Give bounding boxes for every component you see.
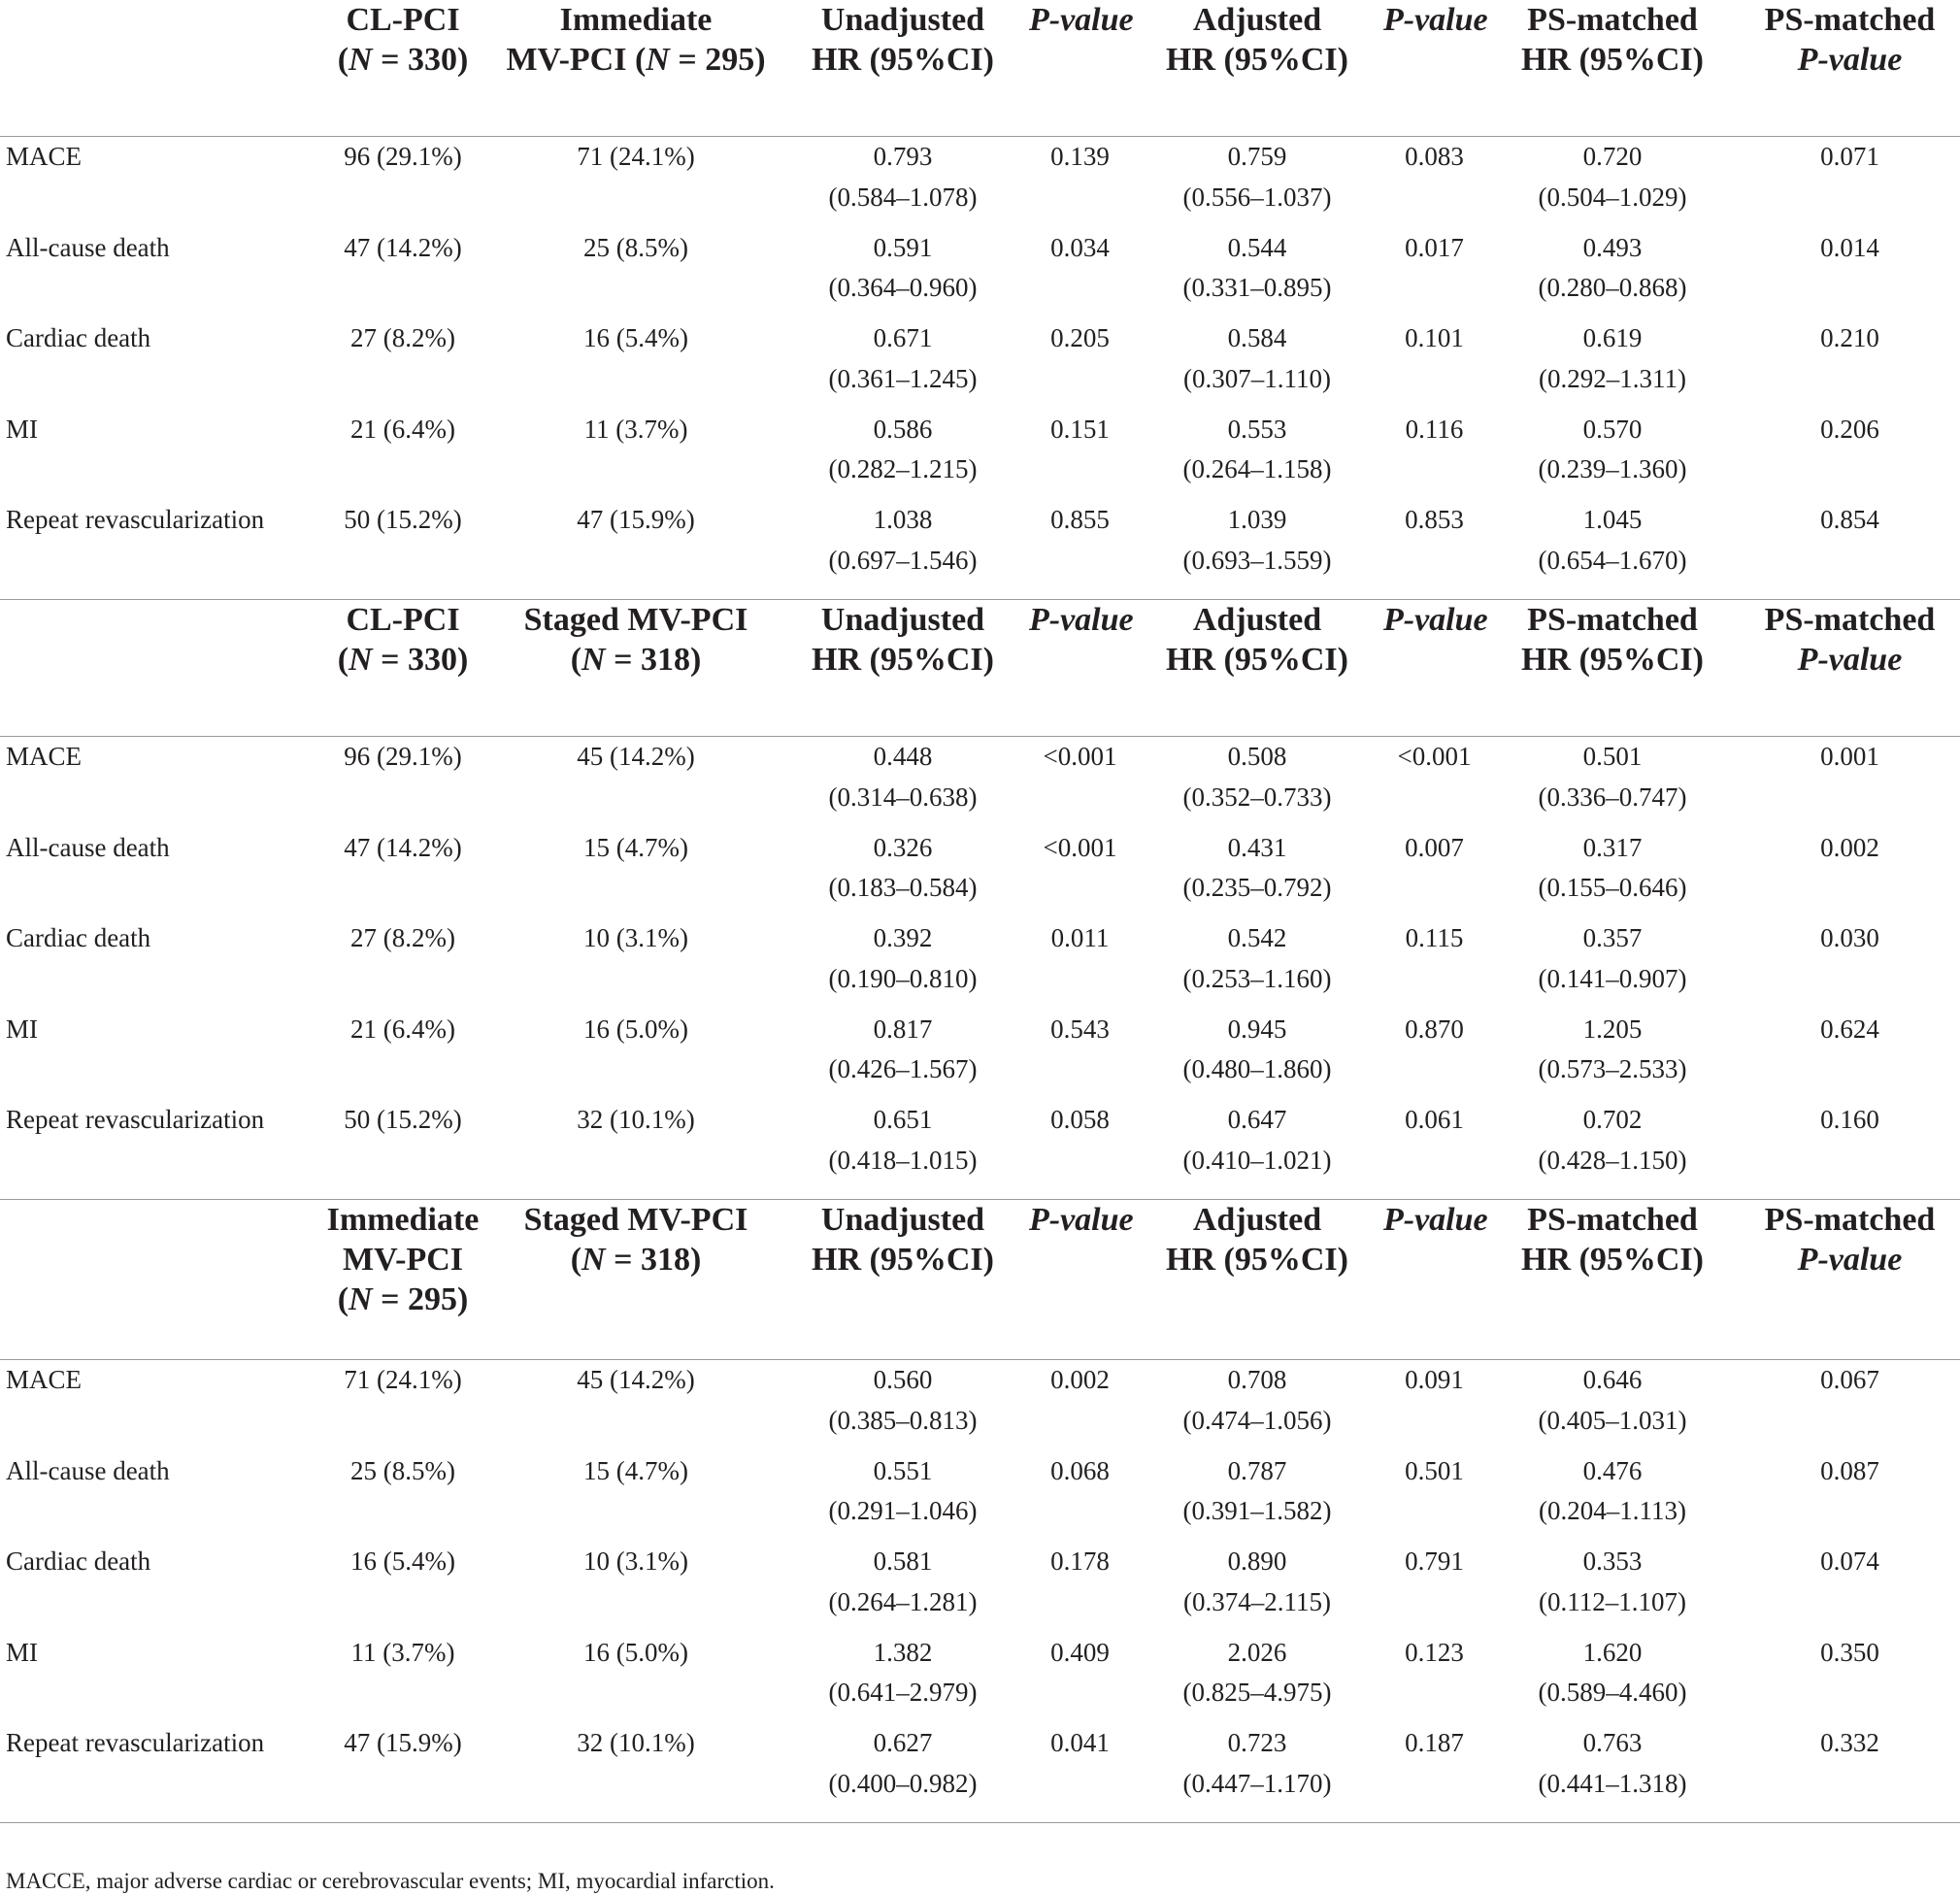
unadjusted-p: 0.178: [1050, 1546, 1110, 1576]
ps-matched-hr-line: (0.405–1.031): [1538, 1405, 1687, 1435]
unadjusted-hr-line: 0.671: [873, 323, 933, 352]
ps-matched-p: 0.030: [1820, 923, 1879, 952]
adjusted-hr-line: 0.553: [1227, 414, 1287, 444]
adjusted-p: 0.017: [1405, 232, 1464, 262]
adjusted-hr-line: (0.825–4.975): [1182, 1678, 1332, 1707]
header-ps-matched-p: PS-matched P-value: [1740, 600, 1960, 737]
group1-events: 96 (29.1%): [344, 742, 462, 771]
unadjusted-hr-line: (0.418–1.015): [828, 1145, 978, 1175]
adjusted-hr-line: 0.759: [1227, 142, 1287, 171]
group1-events: 21 (6.4%): [350, 1014, 455, 1044]
group1-events: 71 (24.1%): [344, 1365, 462, 1394]
ps-matched-p: 0.014: [1820, 232, 1879, 262]
ps-matched-hr-line: (0.336–0.747): [1538, 781, 1687, 812]
adjusted-hr-line: (0.307–1.110): [1183, 363, 1331, 393]
group1-events: 47 (14.2%): [344, 232, 462, 262]
table-row: [0, 1633, 1960, 1724]
unadjusted-hr: [777, 828, 1029, 919]
ps-matched-hr: [1485, 410, 1740, 501]
adjusted-hr: [1131, 1451, 1383, 1543]
adjusted-p: 0.061: [1383, 1100, 1485, 1200]
table-row: [0, 1010, 1960, 1101]
adjusted-hr: [1131, 1010, 1383, 1101]
adjusted-hr-line: 0.723: [1227, 1728, 1287, 1757]
adjusted-hr-line: (0.391–1.582): [1182, 1496, 1332, 1525]
unadjusted-hr-line: 0.591: [873, 232, 933, 262]
adjusted-hr-line: (0.480–1.860): [1182, 1054, 1332, 1083]
table-row: [0, 1451, 1960, 1543]
group1-events: 21 (6.4%): [350, 414, 455, 444]
adjusted-p: 0.083: [1405, 142, 1464, 171]
header-unadjusted-hr: Unadjusted HR (95%CI): [777, 600, 1029, 737]
adjusted-p: 0.870: [1405, 1014, 1464, 1044]
table-row: [0, 1542, 1960, 1633]
unadjusted-p: 0.034: [1050, 232, 1110, 262]
unadjusted-p: <0.001: [1043, 832, 1117, 862]
adjusted-hr: [1131, 1723, 1383, 1823]
adjusted-hr: [1131, 828, 1383, 919]
adjusted-p: 0.115: [1405, 923, 1464, 952]
ps-matched-hr: [1485, 228, 1740, 319]
table-row: [0, 137, 1960, 228]
unadjusted-hr-line: (0.183–0.584): [828, 873, 978, 902]
unadjusted-hr: [777, 318, 1029, 410]
adjusted-p: 0.187: [1383, 1723, 1485, 1823]
group2-events: 16 (5.0%): [583, 1637, 688, 1667]
table-row: [0, 410, 1960, 501]
ps-matched-hr-line: (0.141–0.907): [1538, 963, 1687, 993]
table-row: [0, 1100, 1960, 1200]
adjusted-hr-line: (0.556–1.037): [1182, 182, 1332, 212]
ps-matched-hr: [1485, 500, 1740, 600]
unadjusted-hr: [777, 737, 1029, 828]
group1-events: 50 (15.2%): [311, 1100, 495, 1200]
table-row: [0, 737, 1960, 828]
adjusted-p: 0.007: [1405, 832, 1464, 862]
adjusted-hr-line: (0.693–1.559): [1182, 545, 1332, 575]
row-label: MACE: [6, 742, 83, 771]
header-p-value: P-value: [1383, 600, 1485, 737]
group2-events: 15 (4.7%): [583, 1455, 688, 1485]
unadjusted-hr-line: (0.190–0.810): [828, 963, 978, 993]
adjusted-p: 0.091: [1405, 1365, 1464, 1394]
adjusted-hr-line: (0.474–1.056): [1182, 1405, 1332, 1435]
row-label: All-cause death: [6, 232, 170, 262]
adjusted-hr-line: 0.708: [1227, 1365, 1287, 1394]
header-ps-matched-p: PS-matched P-value: [1740, 1200, 1960, 1360]
group1-events: 11 (3.7%): [350, 1637, 455, 1667]
ps-matched-hr-line: 0.570: [1582, 414, 1643, 444]
adjusted-p: 0.791: [1405, 1546, 1464, 1576]
unadjusted-hr-line: 0.448: [873, 742, 933, 771]
unadjusted-hr-line: 0.392: [873, 923, 933, 952]
group2-events: 10 (3.1%): [583, 1546, 688, 1576]
adjusted-p: 0.101: [1405, 323, 1464, 352]
adjusted-hr-line: 0.542: [1227, 923, 1287, 952]
unadjusted-hr-line: 0.627: [873, 1728, 933, 1757]
row-label: Cardiac death: [6, 323, 151, 352]
ps-matched-hr: [1485, 1633, 1740, 1724]
ps-matched-hr: [1485, 1010, 1740, 1101]
ps-matched-p: 0.002: [1820, 832, 1879, 862]
adjusted-hr-line: 0.584: [1227, 323, 1287, 352]
unadjusted-hr: [777, 1542, 1029, 1633]
group2-events: 47 (15.9%): [495, 500, 777, 600]
adjusted-hr-line: (0.410–1.021): [1182, 1145, 1332, 1175]
adjusted-hr: [1131, 1360, 1383, 1451]
adjusted-hr-line: 0.787: [1227, 1455, 1287, 1485]
unadjusted-hr-line: 0.581: [873, 1546, 933, 1576]
row-label: Cardiac death: [6, 923, 151, 952]
ps-matched-hr-line: 0.763: [1582, 1728, 1643, 1757]
adjusted-hr-line: (0.447–1.170): [1182, 1768, 1332, 1798]
unadjusted-hr-line: (0.400–0.982): [828, 1768, 978, 1798]
row-label: All-cause death: [6, 1455, 170, 1485]
ps-matched-hr-line: (0.112–1.107): [1539, 1586, 1686, 1616]
header-blank-cell: [0, 600, 311, 737]
table-row: [0, 1360, 1960, 1451]
unadjusted-hr-line: (0.385–0.813): [828, 1405, 978, 1435]
ps-matched-hr-line: 0.501: [1582, 742, 1643, 771]
unadjusted-hr: [777, 228, 1029, 319]
header-ps-matched-p: PS-matched P-value: [1740, 0, 1960, 137]
ps-matched-p: 0.071: [1820, 142, 1879, 171]
group2-events: 45 (14.2%): [577, 1365, 695, 1394]
unadjusted-p: 0.139: [1050, 142, 1110, 171]
group2-events: 45 (14.2%): [577, 742, 695, 771]
adjusted-hr-line: 2.026: [1227, 1637, 1287, 1667]
header-ps-matched-hr: PS-matched HR (95%CI): [1485, 600, 1740, 737]
adjusted-hr-line: (0.374–2.115): [1183, 1586, 1331, 1616]
unadjusted-hr-line: 0.551: [873, 1455, 933, 1485]
unadjusted-hr-line: 0.793: [873, 142, 933, 171]
ps-matched-hr-line: (0.280–0.868): [1538, 273, 1687, 302]
unadjusted-hr: [777, 1723, 1029, 1823]
unadjusted-hr-line: 0.560: [873, 1365, 933, 1394]
ps-matched-p: 0.854: [1740, 500, 1960, 600]
header-group1: Immediate MV-PCI (N = 295): [311, 1200, 495, 1360]
header-p-value: P-value: [1383, 1200, 1485, 1360]
section-header-row: [0, 1200, 1960, 1360]
adjusted-hr-line: 0.647: [1227, 1105, 1287, 1134]
row-label: Repeat revascularization: [0, 1723, 311, 1823]
adjusted-hr-line: 0.431: [1227, 832, 1287, 862]
unadjusted-hr: [777, 1100, 1029, 1200]
adjusted-hr: [1131, 918, 1383, 1010]
section-header-row: [0, 0, 1960, 137]
ps-matched-p: 0.206: [1820, 414, 1879, 444]
header-p-value: P-value: [1029, 0, 1131, 137]
unadjusted-hr-line: (0.697–1.546): [828, 545, 978, 575]
adjusted-hr-line: 0.508: [1227, 742, 1287, 771]
group2-events: 16 (5.0%): [583, 1014, 688, 1044]
ps-matched-hr-line: 0.493: [1582, 232, 1643, 262]
adjusted-hr-line: 0.890: [1227, 1546, 1287, 1576]
header-unadjusted-hr: Unadjusted HR (95%CI): [777, 1200, 1029, 1360]
header-group1: CL-PCI (N = 330): [311, 600, 495, 737]
ps-matched-hr-line: (0.292–1.311): [1539, 363, 1686, 393]
group2-events: 11 (3.7%): [583, 414, 688, 444]
ps-matched-hr-line: 0.702: [1582, 1105, 1643, 1134]
ps-matched-hr: [1485, 828, 1740, 919]
ps-matched-p: 0.350: [1820, 1637, 1879, 1667]
ps-matched-hr: [1485, 137, 1740, 228]
group1-events: 27 (8.2%): [350, 323, 455, 352]
row-label: MI: [6, 1014, 38, 1044]
unadjusted-hr-line: (0.364–0.960): [828, 273, 978, 302]
group2-events: 25 (8.5%): [583, 232, 688, 262]
adjusted-p: 0.123: [1405, 1637, 1464, 1667]
group2-events: 16 (5.4%): [583, 323, 688, 352]
group2-events: 32 (10.1%): [495, 1723, 777, 1823]
header-ps-matched-hr: PS-matched HR (95%CI): [1485, 1200, 1740, 1360]
ps-matched-hr-line: (0.239–1.360): [1538, 454, 1687, 483]
unadjusted-hr: [777, 1010, 1029, 1101]
group2-events: 10 (3.1%): [583, 923, 688, 952]
ps-matched-p: 0.160: [1740, 1100, 1960, 1200]
ps-matched-hr: [1485, 1100, 1740, 1200]
ps-matched-p: 0.332: [1740, 1723, 1960, 1823]
ps-matched-hr-line: (0.204–1.113): [1539, 1496, 1686, 1525]
ps-matched-hr-line: (0.654–1.670): [1538, 545, 1687, 575]
header-unadjusted-hr: Unadjusted HR (95%CI): [777, 0, 1029, 137]
unadjusted-p: <0.001: [1043, 742, 1117, 771]
ps-matched-hr: [1485, 1723, 1740, 1823]
adjusted-hr: [1131, 737, 1383, 828]
unadjusted-hr-line: (0.264–1.281): [828, 1586, 978, 1616]
unadjusted-hr: [777, 1633, 1029, 1724]
unadjusted-hr-line: 0.651: [873, 1105, 933, 1134]
ps-matched-hr-line: 1.620: [1582, 1637, 1643, 1667]
group1-events: 27 (8.2%): [350, 923, 455, 952]
adjusted-p: 0.116: [1405, 414, 1464, 444]
table-footnote: MACCE, major adverse cardiac or cerebrovascular events; MI, myocardial infarction.: [6, 1869, 775, 1893]
unadjusted-hr: [777, 410, 1029, 501]
ps-matched-hr-line: (0.155–0.646): [1538, 873, 1687, 902]
ps-matched-p: 0.624: [1820, 1014, 1879, 1044]
ps-matched-p: 0.067: [1820, 1365, 1879, 1394]
header-group1: CL-PCI (N = 330): [311, 0, 495, 137]
adjusted-hr: [1131, 228, 1383, 319]
adjusted-hr: [1131, 410, 1383, 501]
group1-events: 47 (14.2%): [344, 832, 462, 862]
header-p-value: P-value: [1029, 1200, 1131, 1360]
row-label: MACE: [6, 142, 83, 171]
adjusted-hr: [1131, 500, 1383, 600]
adjusted-hr: [1131, 137, 1383, 228]
unadjusted-hr-line: 1.382: [873, 1637, 933, 1667]
row-label: Repeat revascularization: [0, 1100, 311, 1200]
header-group2: Staged MV-PCI (N = 318): [495, 1200, 777, 1360]
header-adjusted-hr: Adjusted HR (95%CI): [1131, 1200, 1383, 1360]
adjusted-hr: [1131, 318, 1383, 410]
row-label: MI: [6, 1637, 38, 1667]
adjusted-hr: [1131, 1100, 1383, 1200]
table-row: [0, 500, 1960, 600]
unadjusted-hr-line: (0.282–1.215): [828, 454, 978, 483]
header-blank-cell: [0, 1200, 311, 1360]
ps-matched-hr-line: 0.317: [1582, 832, 1643, 862]
ps-matched-hr-line: 1.205: [1582, 1014, 1643, 1044]
ps-matched-hr-line: (0.504–1.029): [1538, 182, 1687, 212]
unadjusted-p: 0.068: [1050, 1455, 1110, 1485]
ps-matched-p: 0.001: [1820, 742, 1879, 771]
unadjusted-hr-line: (0.584–1.078): [828, 182, 978, 212]
unadjusted-hr-line: 0.326: [873, 832, 933, 862]
adjusted-hr-line: 1.039: [1227, 505, 1287, 534]
group1-events: 50 (15.2%): [311, 500, 495, 600]
unadjusted-hr-line: 0.817: [873, 1014, 933, 1044]
adjusted-p: <0.001: [1397, 742, 1472, 771]
unadjusted-hr: [777, 1451, 1029, 1543]
unadjusted-hr: [777, 918, 1029, 1010]
unadjusted-hr-line: 0.586: [873, 414, 933, 444]
row-label: All-cause death: [6, 832, 170, 862]
ps-matched-hr: [1485, 737, 1740, 828]
unadjusted-p: 0.041: [1029, 1723, 1131, 1823]
section-header-row: [0, 600, 1960, 737]
unadjusted-p: 0.058: [1029, 1100, 1131, 1200]
row-label: MI: [6, 414, 38, 444]
ps-matched-hr-line: (0.441–1.318): [1538, 1768, 1687, 1798]
adjusted-hr: [1131, 1633, 1383, 1724]
header-group2: Staged MV-PCI (N = 318): [495, 600, 777, 737]
ps-matched-hr-line: 0.353: [1582, 1546, 1643, 1576]
ps-matched-hr-line: (0.428–1.150): [1538, 1145, 1687, 1175]
adjusted-p: 0.501: [1405, 1455, 1464, 1485]
adjusted-hr-line: (0.253–1.160): [1182, 963, 1332, 993]
group1-events: 47 (15.9%): [311, 1723, 495, 1823]
unadjusted-hr-line: 1.038: [873, 505, 933, 534]
ps-matched-hr-line: 0.357: [1582, 923, 1643, 952]
unadjusted-hr-line: (0.314–0.638): [828, 781, 978, 812]
header-adjusted-hr: Adjusted HR (95%CI): [1131, 600, 1383, 737]
unadjusted-p: 0.543: [1050, 1014, 1110, 1044]
ps-matched-p: 0.087: [1820, 1455, 1879, 1485]
table-row: [0, 918, 1960, 1010]
unadjusted-hr-line: (0.291–1.046): [828, 1496, 978, 1525]
table-row: [0, 1723, 1960, 1823]
ps-matched-hr-line: 0.720: [1582, 142, 1643, 171]
group1-events: 96 (29.1%): [344, 142, 462, 171]
adjusted-hr: [1131, 1542, 1383, 1633]
header-p-value: P-value: [1029, 600, 1131, 737]
unadjusted-hr-line: (0.426–1.567): [828, 1054, 978, 1083]
adjusted-hr-line: (0.352–0.733): [1182, 781, 1332, 812]
unadjusted-p: 0.205: [1050, 323, 1110, 352]
adjusted-hr-line: 0.544: [1227, 232, 1287, 262]
ps-matched-hr-line: (0.589–4.460): [1538, 1678, 1687, 1707]
ps-matched-hr-line: (0.573–2.533): [1538, 1054, 1687, 1083]
row-label: MACE: [6, 1365, 83, 1394]
header-group2: Immediate MV-PCI (N = 295): [495, 0, 777, 137]
ps-matched-hr-line: 0.476: [1582, 1455, 1643, 1485]
row-label: Repeat revascularization: [0, 500, 311, 600]
ps-matched-hr-line: 0.646: [1582, 1365, 1643, 1394]
group2-events: 32 (10.1%): [495, 1100, 777, 1200]
unadjusted-hr-line: (0.361–1.245): [828, 363, 978, 393]
row-label: Cardiac death: [6, 1546, 151, 1576]
table-row: [0, 228, 1960, 319]
header-ps-matched-hr: PS-matched HR (95%CI): [1485, 0, 1740, 137]
unadjusted-p: 0.002: [1050, 1365, 1110, 1394]
adjusted-hr-line: (0.235–0.792): [1182, 873, 1332, 902]
ps-matched-hr-line: 1.045: [1582, 505, 1643, 534]
adjusted-hr-line: (0.264–1.158): [1182, 454, 1332, 483]
unadjusted-p: 0.011: [1050, 923, 1110, 952]
adjusted-hr-line: 0.945: [1227, 1014, 1287, 1044]
header-adjusted-hr: Adjusted HR (95%CI): [1131, 0, 1383, 137]
table-row: [0, 828, 1960, 919]
unadjusted-p: 0.151: [1050, 414, 1110, 444]
adjusted-p: 0.853: [1383, 500, 1485, 600]
unadjusted-hr: [777, 137, 1029, 228]
unadjusted-hr: [777, 1360, 1029, 1451]
group2-events: 15 (4.7%): [583, 832, 688, 862]
ps-matched-p: 0.074: [1820, 1546, 1879, 1576]
group1-events: 16 (5.4%): [350, 1546, 455, 1576]
ps-matched-p: 0.210: [1820, 323, 1879, 352]
ps-matched-hr: [1485, 918, 1740, 1010]
adjusted-hr-line: (0.331–0.895): [1182, 273, 1332, 302]
header-blank-cell: [0, 0, 311, 137]
ps-matched-hr: [1485, 318, 1740, 410]
group1-events: 25 (8.5%): [350, 1455, 455, 1485]
unadjusted-hr: [777, 500, 1029, 600]
ps-matched-hr: [1485, 1360, 1740, 1451]
group2-events: 71 (24.1%): [577, 142, 695, 171]
unadjusted-p: 0.409: [1050, 1637, 1110, 1667]
ps-matched-hr-line: 0.619: [1582, 323, 1643, 352]
table-row: [0, 318, 1960, 410]
header-p-value: P-value: [1383, 0, 1485, 137]
unadjusted-hr-line: (0.641–2.979): [828, 1678, 978, 1707]
ps-matched-hr: [1485, 1542, 1740, 1633]
ps-matched-hr: [1485, 1451, 1740, 1543]
unadjusted-p: 0.855: [1029, 500, 1131, 600]
